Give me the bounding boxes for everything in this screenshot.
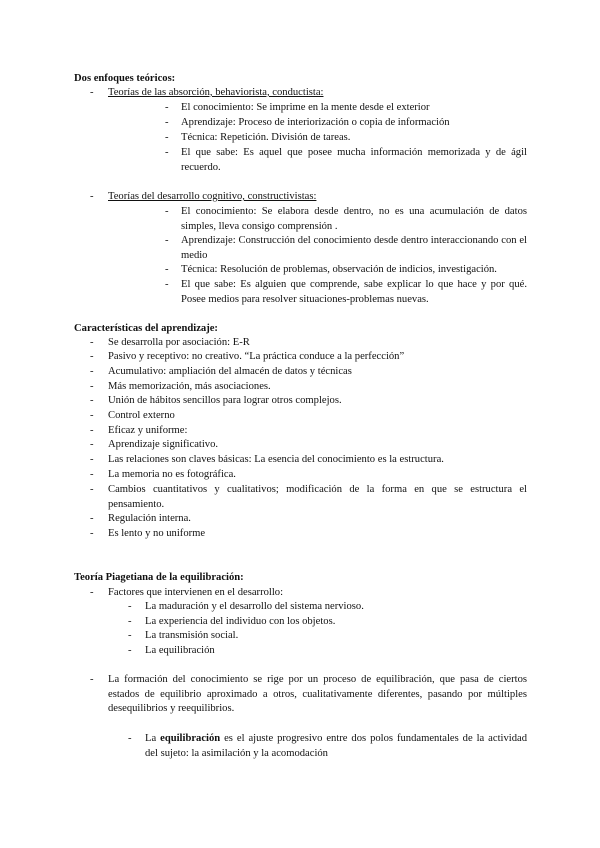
list-item: Más memorización, más asociaciones. <box>108 381 271 392</box>
list-item: La memoria no es fotográfica. <box>108 469 236 480</box>
list-item: El conocimiento: Se elabora desde dentro, no es una acumulación de datos simples, lleva consigo comprensión . <box>181 206 527 232</box>
bullet-dash: - <box>90 513 94 524</box>
bullet-dash: - <box>128 601 132 612</box>
bullet-dash: - <box>90 337 94 348</box>
list-item: Eficaz y uniforme: <box>108 425 188 436</box>
bullet-dash: - <box>90 454 94 465</box>
bullet-dash: - <box>90 528 94 539</box>
list-item: La equilibración <box>145 645 215 656</box>
bullet-dash: - <box>90 191 94 202</box>
bullet-dash: - <box>165 147 169 158</box>
bullet-dash: - <box>90 381 94 392</box>
list-item: El conocimiento: Se imprime en la mente desde el exterior <box>181 102 430 113</box>
bullet-dash: - <box>90 439 94 450</box>
bullet-dash: - <box>165 132 169 143</box>
list-item: Las relaciones son claves básicas: La esencia del conocimiento es la estructura. <box>108 454 444 465</box>
list-item: Factores que intervienen en el desarrollo: <box>108 587 284 598</box>
bullet-dash: - <box>90 366 94 377</box>
bullet-dash: - <box>128 616 132 627</box>
bullet-dash: - <box>90 410 94 421</box>
bullet-dash: - <box>90 484 94 495</box>
bullet-dash: - <box>90 395 94 406</box>
list-item: Regulación interna. <box>108 513 191 524</box>
list-item: Unión de hábitos sencillos para lograr otros complejos. <box>108 395 342 406</box>
group-title: Teorías de las absorción, behaviorista, conductista: <box>108 87 324 98</box>
bullet-dash: - <box>90 87 94 98</box>
list-item: La experiencia del individuo con los objetos. <box>145 616 336 627</box>
list-item: Pasivo y receptivo: no creativo. “La práctica conduce a la perfección” <box>108 351 405 362</box>
bullet-dash: - <box>165 117 169 128</box>
bullet-dash: - <box>90 351 94 362</box>
list-item: El que sabe: Es aquel que posee mucha información memorizada y de ágil recuerdo. <box>181 147 527 173</box>
bullet-dash: - <box>90 425 94 436</box>
list-item: Cambios cuantitativos y cualitativos; modificación de la forma en que se estructura el pensamiento. <box>108 484 527 510</box>
list-item: Es lento y no uniforme <box>108 528 206 539</box>
bullet-dash: - <box>165 235 169 246</box>
section-heading: Características del aprendizaje: <box>74 323 218 334</box>
text: La <box>145 733 157 744</box>
bullet-dash: - <box>128 630 132 641</box>
bullet-dash: - <box>90 469 94 480</box>
paragraph: La formación del conocimiento se rige por un proceso de equilibración, que pasa de ciertos estados de equilibrio aproximado a otros, cualitativamente diferentes, pasando por múltiples desequilibrios y reequilibrios. <box>108 674 527 715</box>
bullet-dash: - <box>128 645 132 656</box>
bullet-dash: - <box>90 587 94 598</box>
bold-term: equilibración <box>160 733 221 744</box>
text: es el ajuste progresivo entre dos polos fundamentales de la actividad del sujeto: la asimilación y la acomodación <box>145 733 527 759</box>
group-title: Teorías del desarrollo cognitivo, constructivistas: <box>108 191 317 202</box>
list-item: Técnica: Repetición. División de tareas. <box>181 132 351 143</box>
list-item: Aprendizaje: Proceso de interiorización o copia de información <box>181 117 450 128</box>
list-item: Aprendizaje: Construcción del conocimiento desde dentro interaccionando con el medio <box>181 235 527 261</box>
list-item: La transmisión social. <box>145 630 239 641</box>
bullet-dash: - <box>165 206 169 217</box>
list-item: Aprendizaje significativo. <box>108 439 219 450</box>
bullet-dash: - <box>165 102 169 113</box>
bullet-dash: - <box>165 264 169 275</box>
list-item: El que sabe: Es alguien que comprende, sabe explicar lo que hace y por qué. Posee medios para resolver situaciones-problemas nuevas. <box>181 279 527 305</box>
section-heading: Teoría Piagetiana de la equilibración: <box>74 572 244 583</box>
paragraph <box>145 732 527 761</box>
list-item: Técnica: Resolución de problemas, observación de indicios, investigación. <box>181 264 497 275</box>
bullet-dash: - <box>128 733 132 744</box>
list-item: Control externo <box>108 410 175 421</box>
section-heading: Dos enfoques teóricos: <box>74 73 176 84</box>
list-item: La maduración y el desarrollo del sistema nervioso. <box>145 601 364 612</box>
list-item: Se desarrolla por asociación: E-R <box>108 337 250 348</box>
bullet-dash: - <box>90 674 94 685</box>
list-item: Acumulativo: ampliación del almacén de datos y técnicas <box>108 366 352 377</box>
bullet-dash: - <box>165 279 169 290</box>
